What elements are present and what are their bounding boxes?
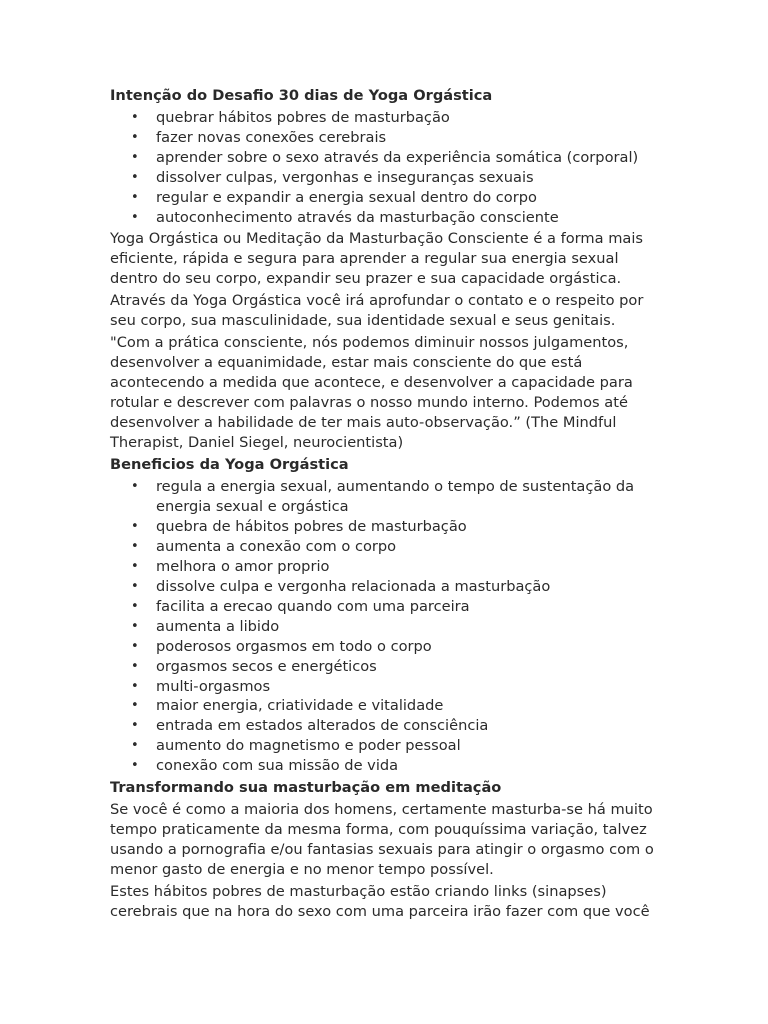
list-item: • regula a energia sexual, aumentando o tempo de sustentação da energia sexual e orgástica [156,477,668,517]
list-item: • regular e expandir a energia sexual dentro do corpo [156,188,668,208]
quote-paragraph: "Com a prática consciente, nós podemos diminuir nossos julgamentos, desenvolver a equanimidade, estar mais consciente do que está acontecendo a medida que acontece, e desenvolver a capacidade para rotular e descrever com palavras o nosso mundo interno. Podemos até desenvolver a habilidade de ter mais auto-observação.” (The Mindful Therapist, Daniel Siegel, neurocientista) [110,334,633,452]
list-item: • aumenta a conexão com o corpo [156,537,668,557]
list-item: • multi-orgasmos [156,677,668,697]
list-item: • dissolve culpa e vergonha relacionada a masturbação [156,577,668,597]
list-item: • maior energia, criatividade e vitalidade [156,696,668,716]
paragraph: Através da Yoga Orgástica você irá aprofundar o contato e o respeito por seu corpo, sua masculinidade, sua identidade sexual e seus genitais. [110,292,644,330]
list-item: • autoconhecimento através da masturbação consciente [156,208,668,228]
section-heading-transform: Transformando sua masturbação em meditação [110,779,502,797]
paragraph: Estes hábitos pobres de masturbação estão criando links (sinapses) cerebrais que na hora do sexo com uma parceira irão fazer com que você [110,883,650,921]
list-item: • melhora o amor proprio [156,557,668,577]
list-item: • entrada em estados alterados de consciência [156,716,668,736]
list-item: • aumento do magnetismo e poder pessoal [156,736,668,756]
list-item: • orgasmos secos e energéticos [156,657,668,677]
benefits-list [110,477,668,776]
list-item: • fazer novas conexões cerebrais [156,128,668,148]
list-item: • poderosos orgasmos em todo o corpo [156,637,668,657]
list-item: • quebrar hábitos pobres de masturbação [156,108,668,128]
paragraph: Yoga Orgástica ou Meditação da Masturbação Consciente é a forma mais eficiente, rápida e segura para aprender a regular sua energia sexual dentro do seu corpo, expandir seu prazer e sua capacidade orgástica. [110,230,644,288]
list-item: • aprender sobre o sexo através da experiência somática (corporal) [156,148,668,168]
list-item: • aumenta a libido [156,617,668,637]
list-item: • quebra de hábitos pobres de masturbação [156,517,668,537]
list-item: • facilita a erecao quando com uma parceira [156,597,668,617]
list-item: • dissolver culpas, vergonhas e inseguranças sexuais [156,168,668,188]
section-heading-intention: Intenção do Desafio 30 dias de Yoga Orgástica [110,87,493,104]
section-heading-benefits: Beneficios da Yoga Orgástica [110,456,349,474]
paragraph: Se você é como a maioria dos homens, certamente masturba-se há muito tempo praticamente da mesma forma, com pouquíssima variação, talvez usando a pornografia e/ou fantasias sexuais para atingir o orgasmo com o menor gasto de energia e no menor tempo possível. [110,801,654,879]
list-item: • conexão com sua missão de vida [156,756,668,776]
intention-list [110,108,668,227]
